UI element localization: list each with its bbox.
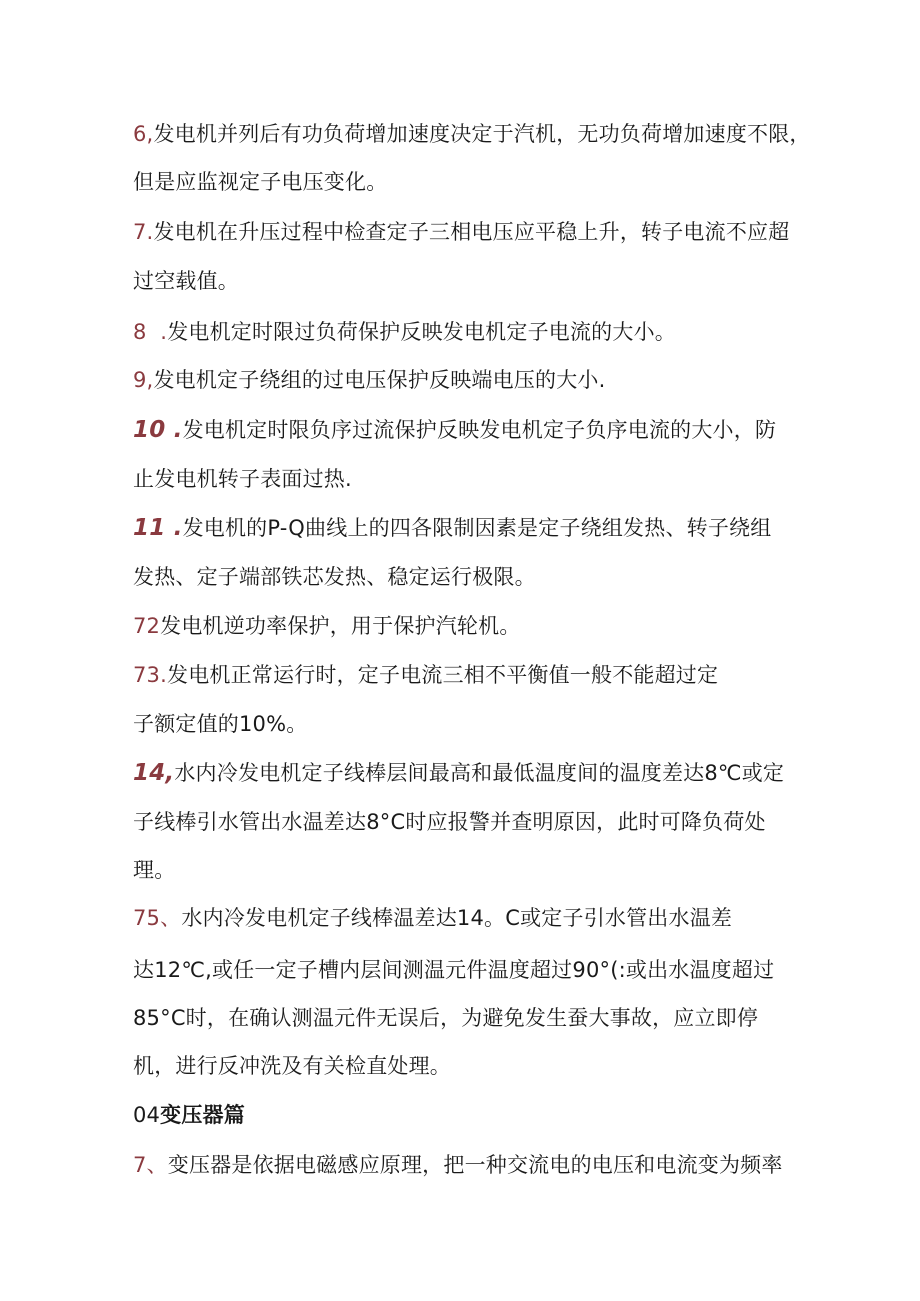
item-text: 发电机并列后有功负荷增加速度决定于汽机，无功负荷增加速度不限， <box>153 122 811 146</box>
item-7-line-1 <box>133 218 789 246</box>
item-10-line-1 <box>133 416 776 444</box>
item-text: 水内冷发电机定子线棒温差达14。C或定子引水管出水温差 <box>181 906 733 930</box>
item-text: 发电机定时限负序过流保护反映发电机定子负序电流的大小，防 <box>182 418 777 442</box>
item-text: 子线棒引水管出水温差达8°C时应报警并查明原因，此时可降负荷处 <box>133 810 766 834</box>
item-72-line-1 <box>133 612 521 640</box>
item-number: 9, <box>133 368 154 392</box>
item-7-line-2 <box>133 267 239 295</box>
item-11-line-1 <box>133 514 771 542</box>
item-text: 85°C时，在确认测温元件无误后，为避免发生蚕大事故，应立即停 <box>133 1006 759 1030</box>
item-75-line-2 <box>133 956 774 984</box>
item-73-line-1 <box>133 661 718 689</box>
item-75-line-4 <box>133 1052 451 1080</box>
item-14-line-3 <box>133 856 175 884</box>
item-text: 发电机在升压过程中检查定子三相电压应平稳上升，转子电流不应超 <box>153 220 790 244</box>
item-9-line-1 <box>133 366 606 394</box>
item-11-line-2 <box>133 563 536 591</box>
item-text: 发电机定时限过负荷保护反映发电机定子电流的大小。 <box>167 320 676 344</box>
item-number: 8 . <box>133 320 168 344</box>
item-text: 子额定值的10%。 <box>133 712 308 736</box>
item-73-line-2 <box>133 710 307 738</box>
item-number: 75、 <box>133 906 182 930</box>
item-14-line-1 <box>133 759 784 787</box>
item-6-line-1 <box>133 120 811 148</box>
item-number: 72 <box>133 614 161 638</box>
item-text: 机，进行反冲洗及有关检直处理。 <box>133 1054 451 1078</box>
item-text: 发电机逆功率保护，用于保护汽轮机。 <box>160 614 521 638</box>
item-text: 理。 <box>133 858 176 882</box>
item-number: 11 . <box>133 515 183 541</box>
item-text: 发电机的P-Q曲线上的四各限制因素是定子绕组发热、转子绕组 <box>182 516 772 540</box>
item-text: 发电机正常运行时，定子电流三相不平衡值一般不能超过定 <box>167 663 719 687</box>
item-text: 过空载值。 <box>133 269 239 293</box>
item-text: 变压器是依据电磁感应原理，把一种交流电的电压和电流变为频率 <box>167 1153 783 1177</box>
item-number: 6, <box>133 122 154 146</box>
item-14-line-2 <box>133 808 766 836</box>
item-text: 达12℃,或任一定子槽内层间测温元件温度超过90°(:或出水温度超过 <box>133 958 775 982</box>
item-text: 发电机定子绕组的过电压保护反映端电压的大小. <box>153 368 606 392</box>
item-10-line-2 <box>133 465 352 493</box>
item-text: 止发电机转子表面过热. <box>133 467 352 491</box>
item-number: 7、 <box>133 1153 168 1177</box>
item-number: 14, <box>133 760 175 786</box>
transformer-item-7-line-1 <box>133 1151 783 1179</box>
item-75-line-3 <box>133 1004 758 1032</box>
item-number: 7. <box>133 220 154 244</box>
section-heading <box>133 1101 245 1129</box>
item-text: 水内冷发电机定子线棒层间最高和最低温度间的温度差达8℃或定 <box>174 761 785 785</box>
item-6-line-2 <box>133 168 387 196</box>
item-number: 10 . <box>133 417 183 443</box>
item-8-line-1 <box>133 318 676 346</box>
section-title: 变压器篇 <box>160 1103 245 1127</box>
item-75-line-1 <box>133 904 732 932</box>
item-text: 但是应监视定子电压变化。 <box>133 170 388 194</box>
item-number: 73. <box>133 663 167 687</box>
section-number: 04 <box>133 1103 161 1127</box>
item-text: 发热、定子端部铁芯发热、稳定运行极限。 <box>133 565 536 589</box>
